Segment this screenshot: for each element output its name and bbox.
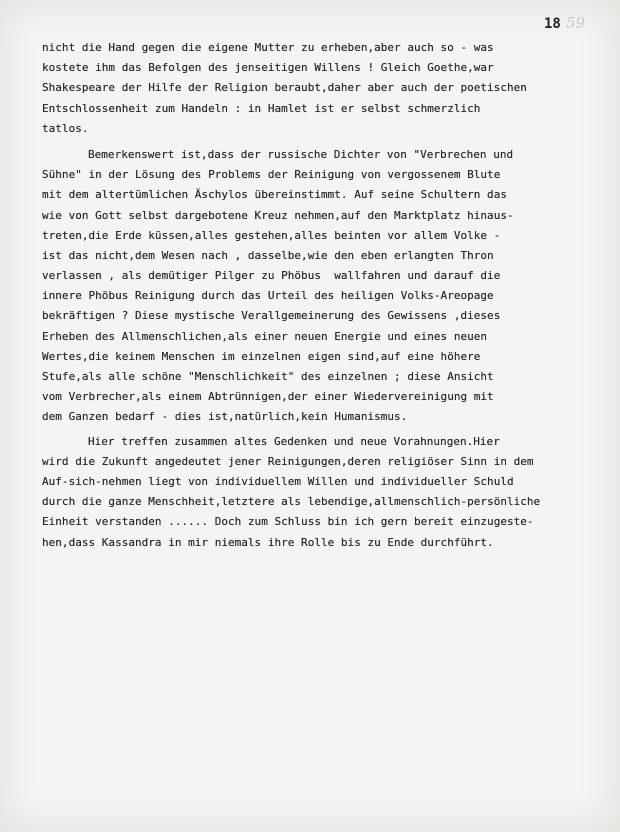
- text-line: durch die ganze Menschheit,letztere als lebendige,allmenschlich-persönliche: [42, 495, 541, 509]
- text-line: ist das nicht,dem Wesen nach , dasselbe,wie den eben erlangten Thron: [42, 248, 494, 262]
- body-text: [42, 38, 602, 553]
- text-line: wird die Zukunft angedeutet jener Reinigungen,deren religiöser Sinn in dem: [42, 454, 534, 468]
- text-line: mit dem altertümlichen Äschylos übereinstimmt. Auf seine Schultern das: [42, 188, 507, 202]
- text-line: innere Phöbus Reinigung durch das Urteil des heiligen Volks-Areopage: [42, 289, 494, 303]
- text-line: Entschlossenheit zum Handeln : in Hamlet ist er selbst schmerzlich: [42, 101, 481, 115]
- text-line: Einheit verstanden ...... Doch zum Schluss bin ich gern bereit einzugeste-: [42, 515, 534, 529]
- text-line: bekräftigen ? Diese mystische Verallgemeinerung des Gewissens ,dieses: [42, 309, 501, 323]
- text-line: treten,die Erde küssen,alles gestehen,alles beinten vor allem Volke -: [42, 228, 501, 242]
- paragraph-3: [42, 432, 602, 553]
- text-line: Hier treffen zusammen altes Gedenken und neue Vorahnungen.Hier: [88, 434, 500, 448]
- text-line: nicht die Hand gegen die eigene Mutter zu erheben,aber auch so - was: [42, 41, 494, 54]
- text-line: Sühne" in der Lösung des Problems der Reinigung von vergossenem Blute: [42, 168, 501, 182]
- text-line: Wertes,die keinem Menschen im einzelnen eigen sind,auf eine höhere: [42, 349, 481, 363]
- pencil-page-annotation: 59: [566, 14, 586, 32]
- paragraph-1: [42, 38, 602, 139]
- page-number: 18: [544, 16, 561, 32]
- text-line: Bemerkenswert ist,dass der russische Dichter von "Verbrechen und: [88, 147, 514, 161]
- paragraph-2: [42, 145, 602, 428]
- text-line: dem Ganzen bedarf - dies ist,natürlich,kein Humanismus.: [42, 410, 408, 424]
- text-line: Auf-sich-nehmen liegt von individuellem Willen und individueller Schuld: [42, 474, 514, 488]
- text-line: kostete ihm das Befolgen des jenseitigen Willens ! Gleich Goethe,war: [42, 61, 494, 75]
- text-line: wie von Gott selbst dargebotene Kreuz nehmen,auf den Marktplatz hinaus-: [42, 208, 514, 222]
- text-line: Erheben des Allmenschlichen,als einer neuen Energie und eines neuen: [42, 329, 488, 343]
- text-line: verlassen , als demütiger Pilger zu Phöbus wallfahren und darauf die: [42, 269, 501, 283]
- text-line: vom Verbrecher,als einem Abtrünnigen,der einer Wiedervereinigung mit: [42, 390, 494, 404]
- text-line: Shakespeare der Hilfe der Religion beraubt,daher aber auch der poetischen: [42, 81, 527, 95]
- text-line: tatlos.: [42, 121, 89, 135]
- text-line: Stufe,als alle schöne "Menschlichkeit" des einzelnen ; diese Ansicht: [42, 370, 494, 383]
- text-line: hen,dass Kassandra in mir niemals ihre Rolle bis zu Ende durchführt.: [42, 535, 494, 549]
